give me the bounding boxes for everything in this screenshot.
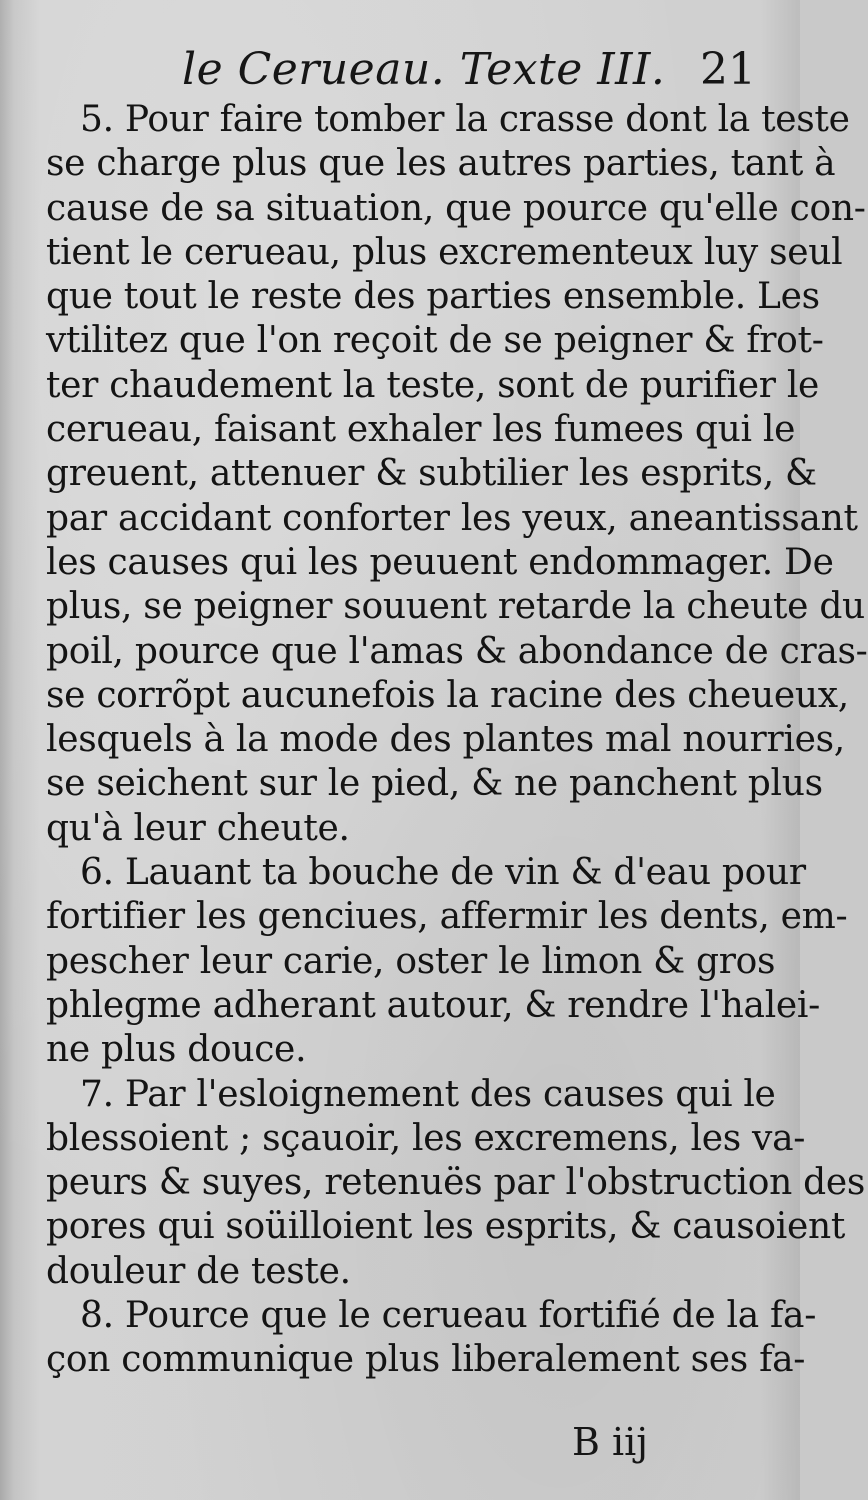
text-line: les causes qui les peuuent endommager. De [46, 541, 834, 583]
text-line: que tout le reste des parties ensemble. Les [46, 276, 820, 318]
text-line: cause de sa situation, que pource qu'elle con- [46, 187, 866, 229]
text-line: greuent, attenuer & subtilier les esprits, & [46, 453, 817, 495]
text-line: ne plus douce. [46, 1029, 307, 1071]
text-line: lesquels à la mode des plantes mal nourries, [46, 719, 845, 761]
text-line: se corrõpt aucunefois la racine des cheueux, [46, 674, 849, 716]
text-line: tient le cerueau, plus excrementeux luy seul [46, 231, 843, 273]
text-line: peurs & suyes, retenuës par l'obstruction des [46, 1162, 866, 1204]
text-line: poil, pource que l'amas & abondance de cras- [46, 630, 868, 672]
page-number: 21 [700, 44, 756, 95]
text-line: 8. Pource que le cerueau fortifié de la fa- [80, 1295, 817, 1337]
text-line: çon communique plus liberalement ses fa- [46, 1339, 806, 1381]
text-line: se charge plus que les autres parties, tant à [46, 143, 836, 185]
text-line: pores qui soüilloient les esprits, & causoient [46, 1206, 846, 1248]
text-line: plus, se peigner souuent retarde la cheute du [46, 586, 865, 628]
text-line: 5. Pour faire tomber la crasse dont la teste [80, 99, 850, 140]
text-line: vtilitez que l'on reçoit de se peigner & frot- [46, 320, 824, 362]
text-line: par accidant conforter les yeux, aneantissant [46, 497, 858, 539]
text-line: 7. Par l'esloignement des causes qui le [80, 1073, 776, 1115]
running-title: le Cerueau. Texte III. [182, 44, 666, 95]
page-header [0, 34, 800, 104]
text-line: 6. Lauant ta bouche de vin & d'eau pour [80, 852, 806, 894]
text-line: qu'à leur cheute. [46, 807, 350, 849]
text-line: ter chaudement la teste, sont de purifier le [46, 364, 820, 406]
text-line: pescher leur carie, oster le limon & gros [46, 940, 776, 982]
body-text [46, 98, 868, 1383]
text-line: fortifier les genciues, affermir les dents, em- [46, 896, 848, 938]
text-line: blessoient ; sçauoir, les excremens, les va- [46, 1117, 806, 1159]
signature-mark: B iij [572, 1420, 649, 1464]
text-line: se seichent sur le pied, & ne panchent plus [46, 763, 823, 805]
text-line: douleur de teste. [46, 1250, 351, 1292]
text-line: cerueau, faisant exhaler les fumees qui le [46, 409, 796, 451]
text-line: phlegme adherant autour, & rendre l'halei- [46, 984, 821, 1026]
